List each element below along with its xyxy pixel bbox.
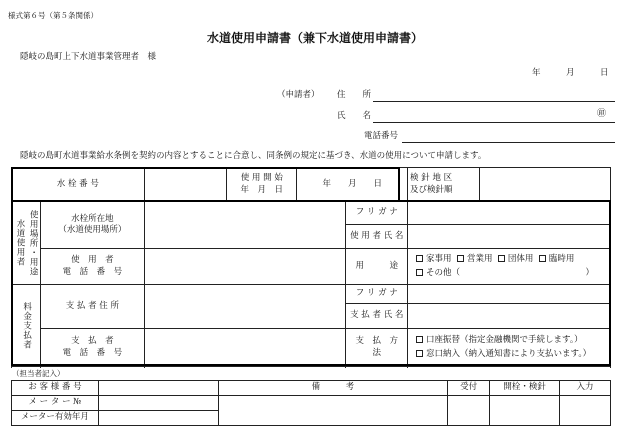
checkbox-icon — [416, 336, 423, 343]
payer-furigana-field[interactable] — [408, 285, 611, 304]
meter-no-field[interactable] — [98, 396, 218, 411]
payment-option-transfer[interactable]: 口座振替（指定金融機関で手続します。） — [410, 335, 608, 346]
page-title: 水道使用申請書（兼下水道使用申請書） — [206, 31, 423, 45]
open-inspect-label: 開栓・検針 — [490, 381, 560, 396]
inspection-area-field[interactable] — [480, 168, 611, 202]
user-phone-label: 使 用 者 電 話 番 号 — [41, 249, 145, 285]
start-date-field[interactable]: 年 月 日 — [297, 168, 408, 202]
furigana-label: フ リ ガ ナ — [346, 202, 408, 225]
staff-note: （担当者記入） — [12, 369, 65, 378]
remarks-field[interactable] — [218, 396, 448, 426]
use-label: 用 途 — [346, 249, 408, 285]
statement: 隠岐の島町水道事業給水条例を契約の内容とすることに合意し、同条例の規定に基づき、水道の使用について申請します。 — [20, 151, 487, 161]
meter-expiry-label: メーター有効年月 — [12, 411, 99, 426]
checkbox-icon — [416, 269, 423, 276]
use-option-household[interactable]: 家事用 — [416, 254, 452, 264]
customer-number-label: お 客 様 番 号 — [12, 381, 99, 396]
use-option-group[interactable]: 団体用 — [498, 254, 534, 264]
applicant-label: （申請者） — [277, 90, 320, 100]
user-name-label: 使 用 者 氏 名 — [346, 225, 408, 249]
user-phone-field[interactable] — [144, 249, 346, 285]
phone-label: 電話番号 — [364, 131, 399, 141]
phone-line[interactable] — [402, 142, 615, 143]
water-user-group-label: 水道使用者 使用場所・用途 — [12, 202, 41, 285]
payer-address-label: 支 払 者 住 所 — [41, 285, 145, 329]
start-date-label: 使 用 開 始 年 月 日 — [227, 168, 297, 202]
location-field[interactable] — [144, 202, 346, 249]
payer-furigana-label: フ リ ガ ナ — [346, 285, 408, 304]
checkbox-icon — [498, 255, 505, 262]
payment-option-counter[interactable]: 窓口納入（納入通知書により支払います。） — [410, 349, 608, 360]
received-label: 受付 — [448, 381, 490, 396]
meter-number-field[interactable] — [144, 168, 227, 202]
use-options: 家事用 営業用 団体用 臨時用 その他（ ） — [408, 249, 611, 285]
meter-number-label: 水 栓 番 号 — [12, 168, 145, 202]
checkbox-icon — [539, 255, 546, 262]
location-label: 水栓所在地 （水道使用場所） — [41, 202, 145, 249]
use-option-business[interactable]: 営業用 — [457, 254, 493, 264]
received-field[interactable] — [448, 396, 490, 426]
staff-table — [11, 380, 611, 426]
checkbox-icon — [457, 255, 464, 262]
remarks-label: 備 考 — [218, 381, 448, 396]
name-line[interactable] — [373, 122, 615, 123]
application-table — [11, 167, 611, 367]
input-label: 入力 — [560, 381, 611, 396]
checkbox-icon — [416, 255, 423, 262]
use-option-temporary[interactable]: 臨時用 — [539, 254, 575, 264]
furigana-field[interactable] — [408, 202, 611, 225]
meter-expiry-field[interactable] — [98, 411, 218, 426]
name-label: 氏 名 — [337, 111, 372, 121]
addressee: 隠岐の島町上下水道事業管理者 様 — [20, 52, 157, 62]
payment-method-label: 支 払 方 法 — [346, 329, 408, 367]
address-label: 住 所 — [337, 90, 372, 100]
input-field[interactable] — [560, 396, 611, 426]
date-line: 年 月 日 — [532, 68, 609, 78]
payer-group-label: 料金支払者 — [12, 285, 41, 367]
payer-phone-label: 支 払 者 電 話 番 号 — [41, 329, 145, 367]
payer-name-label: 支 払 者 氏 名 — [346, 304, 408, 329]
address-line[interactable] — [373, 101, 615, 102]
payer-address-field[interactable] — [144, 285, 346, 329]
customer-number-field[interactable] — [98, 381, 218, 396]
checkbox-icon — [416, 350, 423, 357]
form-number: 様式第６号（第５条関係） — [8, 11, 98, 20]
open-inspect-field[interactable] — [490, 396, 560, 426]
payer-name-field[interactable] — [408, 304, 611, 329]
payment-options — [408, 329, 611, 367]
user-name-field[interactable] — [408, 225, 611, 249]
seal-mark: ㊞ — [597, 109, 607, 119]
inspection-area-label: 検 針 地 区 及び検針順 — [408, 168, 480, 202]
payer-phone-field[interactable] — [144, 329, 346, 367]
use-option-other[interactable]: その他（ — [416, 268, 460, 278]
meter-no-label: メ ー タ ー № — [12, 396, 99, 411]
